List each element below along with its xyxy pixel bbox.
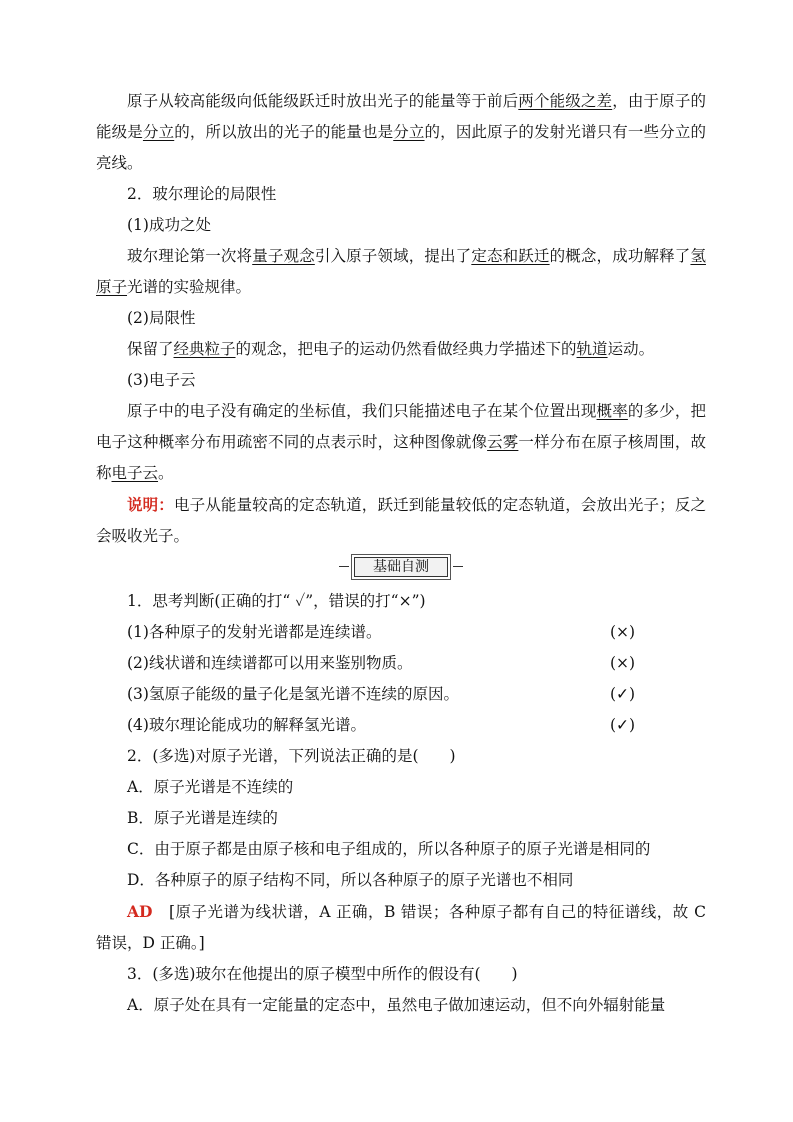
option-b: B．原子光谱是连续的 (127, 809, 278, 827)
section-banner (96, 556, 706, 578)
paragraph-emission-energy: 原子从较高能级向低能级跃迁时放出光子的能量等于前后两个能级之差，由于原子的能级是分立的，所以放出的光子的能量也是分立的，因此原子的发射光谱只有一些分立的亮线。 (96, 92, 706, 172)
underlined-term: 云雾 (487, 433, 519, 451)
underlined-term: 氢原子 (96, 247, 706, 296)
heading-electron-cloud: (3)电子云 (127, 371, 196, 389)
question-3-title: 3．(多选)玻尔在他提出的原子模型中所作的假设有( ) (127, 965, 518, 983)
option-d: D．各种原子的原子结构不同，所以各种原子的原子光谱也不相同 (127, 871, 574, 889)
paragraph-electron-cloud: 原子中的电子没有确定的坐标值，我们只能描述电子在某个位置出现概率的多少，把电子这种概率分布用疏密不同的点表示时，这种图像就像云雾一样分布在原子核周围，故称电子云。 (96, 402, 706, 482)
paragraph-success: 玻尔理论第一次将量子观念引入原子领域，提出了定态和跃迁的概念，成功解释了氢原子光谱的实验规律。 (96, 247, 706, 296)
option-c: C．由于原子都是由原子核和电子组成的，所以各种原子的原子光谱是相同的 (127, 840, 651, 858)
judgement-item: (1)各种原子的发射光谱都是连续谱。 (×) (96, 617, 706, 648)
paragraph-limits: 保留了经典粒子的观念，把电子的运动仍然看做经典力学描述下的轨道运动。 (127, 340, 655, 358)
underlined-term: 量子观念 (252, 247, 315, 265)
underlined-term: 分立 (393, 123, 425, 141)
answer-mark: (✓) (610, 716, 636, 734)
underlined-term: 概率 (596, 402, 628, 420)
option-a: A．原子处在具有一定能量的定态中，虽然电子做加速运动，但不向外辐射能量 (127, 996, 666, 1014)
answer-mark: (×) (610, 623, 636, 641)
underlined-term: 分立 (142, 123, 175, 141)
answer-explanation: AD [原子光谱为线状谱，A 正确，B 错误；各种原子都有自己的特征谱线，故 C 错误，D 正确。] (96, 902, 706, 952)
underlined-term: 两个能级之差 (518, 92, 613, 110)
heading-success: (1)成功之处 (127, 216, 211, 234)
section-title-bohr-limits: 2．玻尔理论的局限性 (127, 185, 277, 203)
answer-label: AD (127, 902, 153, 921)
judgement-item: (2)线状谱和连续谱都可以用来鉴别物质。 (×) (96, 648, 706, 679)
judgement-item: (3)氢原子能级的量子化是氢光谱不连续的原因。 (✓) (96, 679, 706, 710)
answer-mark: (✓) (610, 685, 636, 703)
answer-mark: (×) (610, 654, 636, 672)
note-paragraph: 说明：电子从能量较高的定态轨道，跃迁到能量较低的定态轨道，会放出光子；反之会吸收光子。 (96, 495, 706, 545)
underlined-term: 电子云 (111, 464, 159, 482)
option-a: A．原子光谱是不连续的 (127, 778, 294, 796)
underlined-term: 轨道 (576, 340, 608, 358)
question-2-title: 2．(多选)对原子光谱，下列说法正确的是( ) (127, 747, 456, 765)
underlined-term: 经典粒子 (173, 340, 236, 358)
judgement-item: (4)玻尔理论能成功的解释氢光谱。 (✓) (96, 710, 706, 741)
note-label: 说明： (127, 495, 174, 514)
question-1-title: 1．思考判断(正确的打“ ✓”，错误的打“×”) (127, 592, 426, 610)
document-page (96, 86, 706, 1021)
banner-label: 基础自测 (354, 557, 448, 577)
underlined-term: 定态和跃迁 (471, 247, 550, 265)
heading-limits: (2)局限性 (127, 309, 196, 327)
